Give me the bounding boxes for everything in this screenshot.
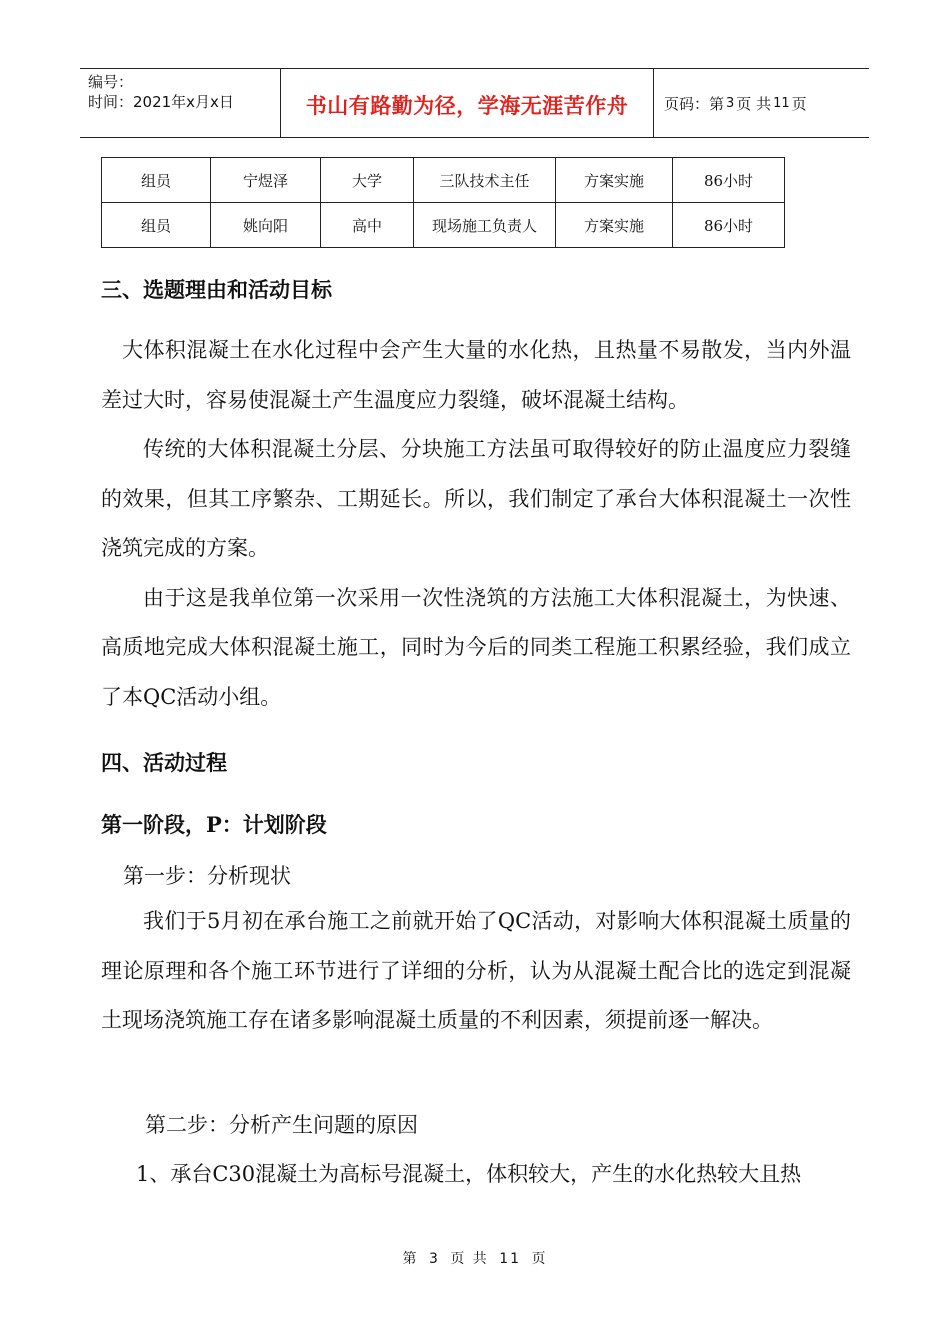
footer-page-current: 3 <box>428 1251 440 1267</box>
page-footer <box>0 1248 950 1268</box>
section-3-body <box>101 326 851 722</box>
table-row <box>102 158 785 203</box>
step-2-heading: 第二步：分析产生问题的原因 <box>145 1113 418 1137</box>
footer-prefix: 第 <box>402 1251 419 1267</box>
footer-page-total: 11 <box>499 1251 522 1267</box>
table-cell-hours: 86小时 <box>673 203 785 248</box>
page-total: 11 <box>773 95 790 111</box>
header-motto: 书山有路勤为径，学海无涯苦作舟 <box>281 69 654 137</box>
table-cell-name: 姚向阳 <box>211 203 321 248</box>
page-header <box>80 68 869 138</box>
table-cell-position: 现场施工负责人 <box>414 203 556 248</box>
page-current: 3 <box>726 95 735 111</box>
section-3-title: 三、选题理由和活动目标 <box>101 278 332 302</box>
table-cell-task: 方案实施 <box>556 158 673 203</box>
list-item: 1、承台C30混凝土为高标号混凝土，体积较大，产生的水化热较大且热 <box>136 1162 802 1186</box>
table-cell-education: 大学 <box>321 158 414 203</box>
document-time: 时间：2021年x月x日 <box>88 93 234 111</box>
table-cell-position: 三队技术主任 <box>414 158 556 203</box>
table-row <box>102 203 785 248</box>
section-4-title: 四、活动过程 <box>101 751 227 775</box>
section-4-body <box>101 897 851 1046</box>
page-mid: 页 共 <box>736 94 772 113</box>
header-page-info <box>654 69 869 137</box>
page-suffix: 页 <box>791 94 807 113</box>
table-cell-role: 组员 <box>102 158 211 203</box>
members-table <box>101 157 785 248</box>
table-cell-task: 方案实施 <box>556 203 673 248</box>
table-cell-hours: 86小时 <box>673 158 785 203</box>
document-number-label: 编号： <box>88 73 134 91</box>
footer-suffix: 页 <box>531 1251 548 1267</box>
table-cell-name: 宁煜泽 <box>211 158 321 203</box>
paragraph: 由于这是我单位第一次采用一次性浇筑的方法施工大体积混凝土，为快速、高质地完成大体积混凝土施工，同时为今后的同类工程施工积累经验，我们成立了本QC活动小组。 <box>101 585 851 709</box>
table-cell-education: 高中 <box>321 203 414 248</box>
header-meta <box>80 69 281 137</box>
paragraph: 传统的大体积混凝土分层、分块施工方法虽可取得较好的防止温度应力裂缝的效果，但其工序繁杂、工期延长。所以，我们制定了承台大体积混凝土一次性浇筑完成的方案。 <box>101 437 851 560</box>
paragraph: 大体积混凝土在水化过程中会产生大量的水化热，且热量不易散发，当内外温差过大时，容易使混凝土产生温度应力裂缝，破坏混凝土结构。 <box>101 338 851 412</box>
page-prefix: 页码：第 <box>664 94 725 113</box>
stage-1-title: 第一阶段，P：计划阶段 <box>101 812 327 837</box>
paragraph: 我们于5月初在承台施工之前就开始了QC活动，对影响大体积混凝土质量的理论原理和各个施工环节进行了详细的分析，认为从混凝土配合比的选定到混凝土现场浇筑施工存在诸多影响混凝土质量的不利因素，须提前逐一解决。 <box>101 909 851 1032</box>
footer-mid: 页 共 <box>450 1251 489 1267</box>
step-1-heading: 第一步：分析现状 <box>123 864 291 888</box>
table-cell-role: 组员 <box>102 203 211 248</box>
